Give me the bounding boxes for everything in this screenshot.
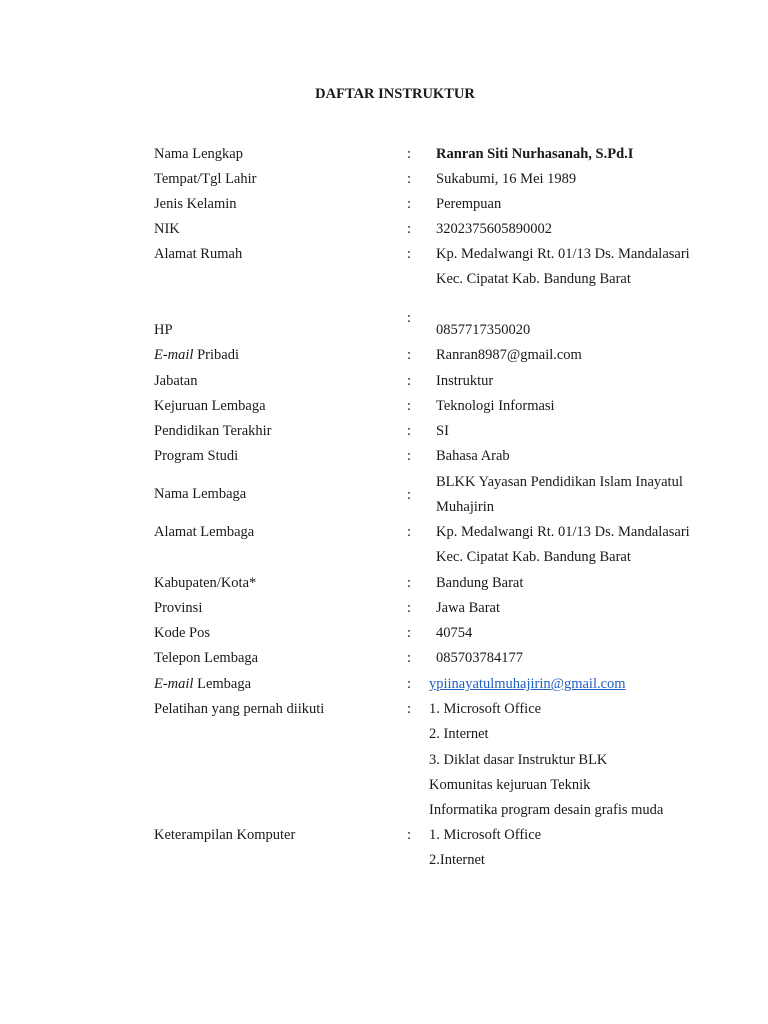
value-pendidikan-terakhir: SI — [436, 423, 449, 439]
value-provinsi: Jawa Barat — [436, 600, 501, 616]
pelatihan-item: Komunitas kejuruan Teknik — [429, 776, 591, 793]
label-alamat-lembaga: Alamat Lembaga — [154, 524, 255, 540]
value-hp: 0857717350020 — [436, 322, 531, 338]
colon: : — [407, 398, 412, 414]
label-program-studi: Program Studi — [154, 448, 239, 464]
value-email-pribadi: Ranran8987@gmail.com — [436, 347, 582, 363]
page-title: DAFTAR INSTRUKTUR — [315, 86, 475, 102]
colon: : — [407, 827, 412, 843]
label-email-lembaga-italic: E-mail — [154, 676, 194, 692]
pelatihan-item: 2. Internet — [429, 726, 489, 743]
value-tempat-tgl-lahir: Sukabumi, 16 Mei 1989 — [436, 171, 577, 187]
colon: : — [407, 171, 412, 187]
label-kode-pos: Kode Pos — [154, 625, 210, 641]
value-jenis-kelamin: Perempuan — [436, 196, 502, 212]
alamat-lembaga-line-2: Kec. Cipatat Kab. Bandung Barat — [436, 549, 631, 566]
value-pelatihan — [429, 697, 663, 823]
colon: : — [407, 650, 412, 666]
keterampilan-item: 1. Microsoft Office — [429, 827, 542, 843]
label-jenis-kelamin: Jenis Kelamin — [154, 196, 237, 212]
value-nama-lembaga — [436, 470, 683, 521]
label-tempat-tgl-lahir: Tempat/Tgl Lahir — [154, 171, 257, 187]
pelatihan-item: 3. Diklat dasar Instruktur BLK — [429, 751, 608, 768]
label-keterampilan-komputer: Keterampilan Komputer — [154, 827, 296, 843]
value-telepon-lembaga: 085703784177 — [436, 650, 523, 666]
label-email-pribadi-italic: E-mail — [154, 347, 194, 363]
colon: : — [407, 221, 412, 237]
alamat-lembaga-line-1: Kp. Medalwangi Rt. 01/13 Ds. Mandalasari — [436, 524, 690, 540]
label-nama-lengkap: Nama Lengkap — [154, 146, 243, 162]
alamat-rumah-line-1: Kp. Medalwangi Rt. 01/13 Ds. Mandalasari — [436, 246, 690, 262]
colon: : — [407, 246, 412, 262]
nama-lembaga-line-2: Muhajirin — [436, 499, 494, 516]
colon: : — [407, 575, 412, 591]
label-nama-lembaga: Nama Lembaga — [154, 486, 247, 502]
colon: : — [407, 625, 412, 641]
keterampilan-item: 2.Internet — [429, 852, 485, 869]
label-telepon-lembaga: Telepon Lembaga — [154, 650, 259, 666]
colon: : — [407, 676, 412, 692]
colon: : — [407, 448, 412, 464]
colon: : — [407, 347, 412, 363]
colon: : — [407, 373, 412, 389]
value-kejuruan-lembaga: Teknologi Informasi — [436, 398, 555, 414]
colon: : — [407, 423, 412, 439]
colon: : — [407, 600, 412, 616]
value-keterampilan-komputer — [429, 823, 541, 874]
label-alamat-rumah: Alamat Rumah — [154, 246, 243, 262]
value-kode-pos: 40754 — [436, 625, 473, 641]
value-nik: 3202375605890002 — [436, 221, 552, 237]
value-kabupaten-kota: Bandung Barat — [436, 575, 524, 591]
colon: : — [407, 487, 412, 503]
label-email-lembaga-rest: Lembaga — [193, 676, 252, 692]
value-program-studi: Bahasa Arab — [436, 448, 510, 464]
label-hp: HP — [154, 322, 173, 338]
value-nama-lengkap: Ranran Siti Nurhasanah, S.Pd.I — [436, 146, 634, 162]
colon: : — [407, 310, 412, 326]
label-pelatihan: Pelatihan yang pernah diikuti — [154, 701, 325, 717]
pelatihan-item: Informatika program desain grafis muda — [429, 802, 664, 819]
alamat-rumah-line-2: Kec. Cipatat Kab. Bandung Barat — [436, 271, 631, 288]
value-alamat-rumah — [436, 242, 690, 293]
label-email-lembaga — [154, 672, 251, 697]
label-kabupaten-kota: Kabupaten/Kota* — [154, 575, 257, 591]
label-jabatan: Jabatan — [154, 373, 198, 389]
label-provinsi: Provinsi — [154, 600, 203, 616]
email-lembaga-link[interactable]: ypiinayatulmuhajirin@gmail.com — [429, 676, 626, 692]
colon: : — [407, 146, 412, 162]
value-jabatan: Instruktur — [436, 373, 494, 389]
value-alamat-lembaga — [436, 520, 690, 571]
label-kejuruan-lembaga: Kejuruan Lembaga — [154, 398, 266, 414]
label-email-pribadi — [154, 343, 239, 368]
colon: : — [407, 196, 412, 212]
colon: : — [407, 701, 412, 717]
label-email-pribadi-rest: Pribadi — [193, 347, 239, 363]
label-nik: NIK — [154, 221, 180, 237]
colon: : — [407, 524, 412, 540]
label-pendidikan-terakhir: Pendidikan Terakhir — [154, 423, 272, 439]
pelatihan-item: 1. Microsoft Office — [429, 701, 542, 717]
nama-lembaga-line-1: BLKK Yayasan Pendidikan Islam Inayatul — [436, 474, 683, 490]
